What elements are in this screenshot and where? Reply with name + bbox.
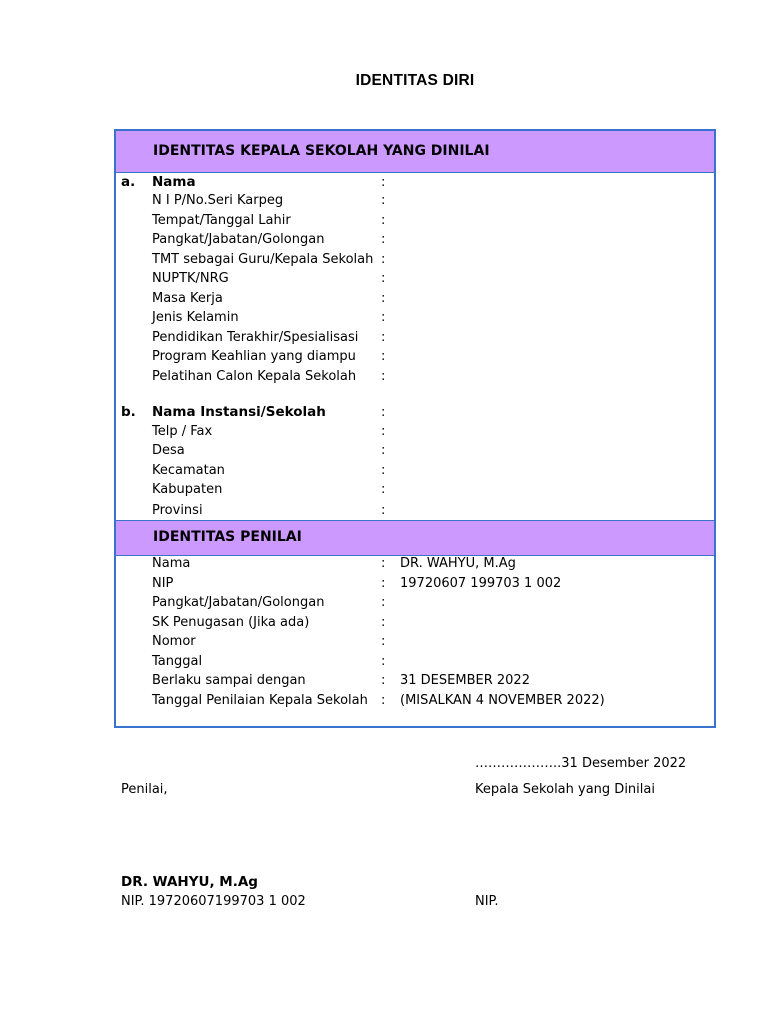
signature-date-line: ………………..31 Desember 2022 (475, 756, 687, 771)
assessor-name: DR. WAHYU, M.Ag (121, 874, 258, 890)
field-label: Program Keahlian yang diampu (152, 349, 356, 364)
field-label: Desa (152, 443, 185, 458)
field-label: NUPTK/NRG (152, 271, 229, 286)
field-label: Nama Instansi/Sekolah (152, 404, 326, 420)
field-value: (MISALKAN 4 NOVEMBER 2022) (400, 693, 605, 708)
field-label: Tempat/Tanggal Lahir (152, 213, 291, 228)
colon: : (381, 673, 386, 688)
principal-nip: NIP. (475, 894, 499, 909)
colon: : (381, 595, 386, 610)
section-a-title: IDENTITAS KEPALA SEKOLAH YANG DINILAI (153, 143, 490, 159)
field-value: DR. WAHYU, M.Ag (400, 556, 516, 571)
assessor-role: Penilai, (121, 782, 168, 797)
colon: : (381, 310, 386, 325)
colon: : (381, 252, 386, 267)
field-label: Telp / Fax (152, 424, 213, 439)
field-label: Tanggal (152, 654, 203, 669)
colon: : (381, 349, 386, 364)
assessor-nip: NIP. 19720607199703 1 002 (121, 894, 306, 909)
colon: : (381, 576, 386, 591)
field-label: SK Penugasan (Jika ada) (152, 615, 310, 630)
field-label: Nama (152, 174, 196, 190)
colon: : (381, 232, 386, 247)
colon: : (381, 615, 386, 630)
field-label: Nama (152, 556, 191, 571)
colon: : (381, 330, 386, 345)
colon: : (381, 443, 386, 458)
section-a-header-band (116, 131, 714, 173)
colon: : (381, 693, 386, 708)
section-penilai-header-band (116, 520, 714, 556)
colon: : (381, 463, 386, 478)
section-a-letter: a. (121, 174, 136, 190)
field-label: Kecamatan (152, 463, 225, 478)
colon: : (381, 271, 386, 286)
field-label: Masa Kerja (152, 291, 223, 306)
field-label: N I P/No.Seri Karpeg (152, 193, 284, 208)
colon: : (381, 193, 386, 208)
colon: : (381, 503, 386, 518)
colon: : (381, 175, 386, 190)
colon: : (381, 482, 386, 497)
field-value: 31 DESEMBER 2022 (400, 673, 530, 688)
field-label: Berlaku sampai dengan (152, 673, 306, 688)
field-label: NIP (152, 576, 174, 591)
field-label: Tanggal Penilaian Kepala Sekolah (152, 693, 368, 708)
field-label: Pangkat/Jabatan/Golongan (152, 232, 325, 247)
field-label: Nomor (152, 634, 196, 649)
field-label: Kabupaten (152, 482, 223, 497)
colon: : (381, 556, 386, 571)
field-label: TMT sebagai Guru/Kepala Sekolah (152, 252, 374, 267)
colon: : (381, 405, 386, 420)
document-title: IDENTITAS DIRI (355, 72, 475, 89)
colon: : (381, 634, 386, 649)
colon: : (381, 369, 386, 384)
colon: : (381, 424, 386, 439)
field-label: Pangkat/Jabatan/Golongan (152, 595, 325, 610)
colon: : (381, 213, 386, 228)
colon: : (381, 291, 386, 306)
colon: : (381, 654, 386, 669)
section-penilai-title: IDENTITAS PENILAI (153, 529, 302, 545)
principal-role: Kepala Sekolah yang Dinilai (475, 782, 655, 797)
field-label: Jenis Kelamin (152, 310, 239, 325)
field-label: Pelatihan Calon Kepala Sekolah (152, 369, 357, 384)
field-label: Pendidikan Terakhir/Spesialisasi (152, 330, 359, 345)
field-value: 19720607 199703 1 002 (400, 576, 562, 591)
field-label: Provinsi (152, 503, 203, 518)
section-b-letter: b. (121, 404, 136, 420)
